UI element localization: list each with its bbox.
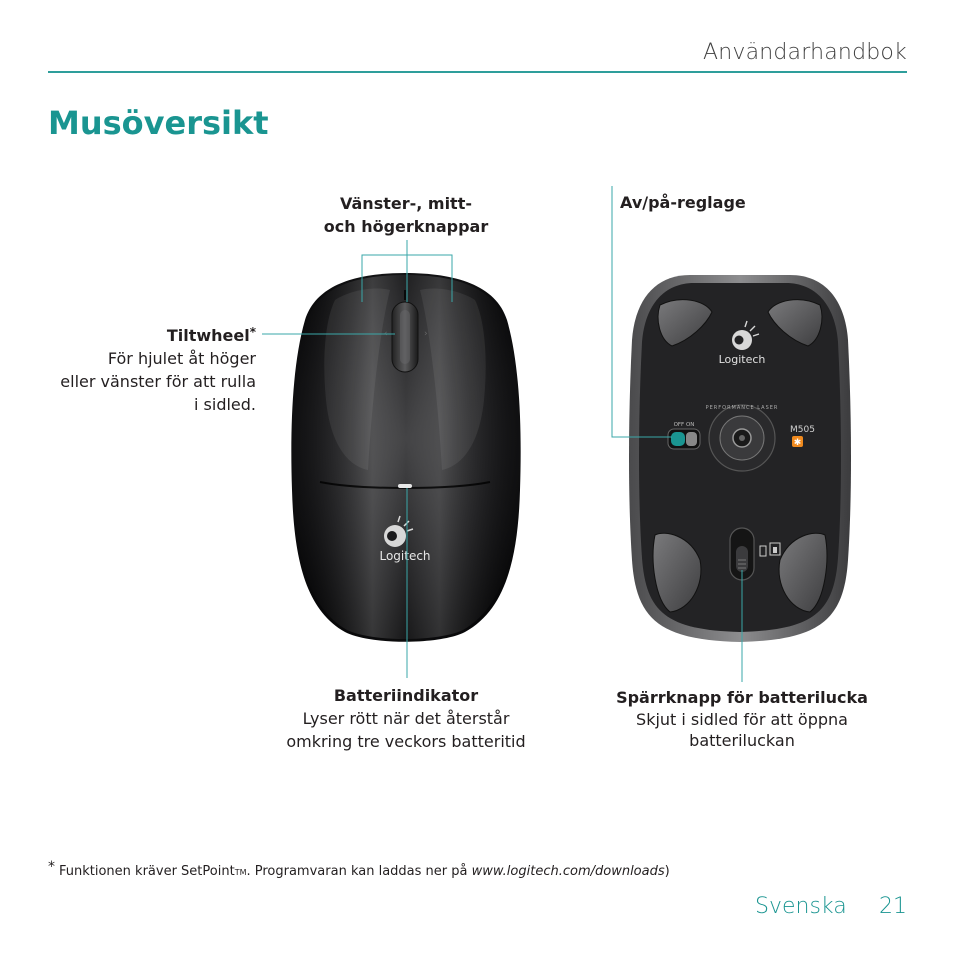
sensor-ring-text: PERFORMANCE LASER	[705, 405, 779, 411]
footnote-text-before: Funktionen kräver SetPoint	[59, 864, 235, 879]
footnote	[48, 859, 670, 879]
label-tiltwheel	[36, 321, 256, 416]
label-tiltwheel-star: *	[249, 325, 256, 339]
label-power-switch	[620, 191, 746, 214]
footnote-text-mid: . Programvaran kan laddas ner på	[246, 864, 472, 879]
footnote-download-link[interactable]: www.logitech.com/downloads	[471, 864, 665, 879]
label-battery-indicator-desc2: omkring tre veckors batteritid	[286, 732, 526, 751]
svg-text:✱: ✱	[793, 438, 802, 448]
mouse-top-brand: Logitech	[379, 549, 431, 563]
power-switch-text: OFF ON	[673, 422, 695, 428]
label-buttons	[306, 192, 506, 238]
label-tiltwheel-desc2: eller vänster för att rulla	[60, 372, 256, 391]
footnote-text-after: )	[664, 864, 670, 879]
label-tiltwheel-title: Tiltwheel	[166, 326, 250, 345]
label-battery-indicator	[266, 684, 546, 753]
page-number: 21	[879, 894, 907, 919]
svg-text:›: ›	[424, 329, 428, 339]
label-tiltwheel-desc1: För hjulet åt höger	[107, 349, 256, 368]
label-buttons-line2: och högerknappar	[323, 217, 489, 236]
footer-language: Svenska	[755, 894, 847, 919]
footnote-tm: TM	[234, 868, 247, 877]
page-title: Musöversikt	[48, 104, 269, 142]
label-tiltwheel-desc3: i sidled.	[194, 395, 256, 414]
label-battery-indicator-desc1: Lyser rött när det återstår	[302, 709, 510, 728]
label-buttons-line1: Vänster-, mitt-	[340, 194, 472, 213]
label-battery-lock	[602, 686, 882, 751]
mouse-top-view	[291, 273, 520, 642]
mouse-model-label: M505	[790, 425, 815, 435]
svg-text:‹: ‹	[384, 329, 388, 339]
label-battery-lock-desc2: batteriluckan	[689, 731, 795, 750]
footnote-star: *	[48, 859, 55, 875]
label-battery-lock-title: Spärrknapp för batterilucka	[616, 688, 868, 707]
label-battery-indicator-title: Batteriindikator	[333, 686, 479, 705]
manual-header-title: Användarhandbok	[702, 40, 907, 65]
battery-indicator-led	[398, 484, 412, 488]
label-battery-lock-desc1: Skjut i sidled för att öppna	[636, 710, 848, 729]
mouse-bottom-view	[629, 275, 851, 642]
mouse-bottom-brand: Logitech	[718, 353, 766, 366]
label-power-switch-title: Av/på-reglage	[620, 193, 746, 212]
